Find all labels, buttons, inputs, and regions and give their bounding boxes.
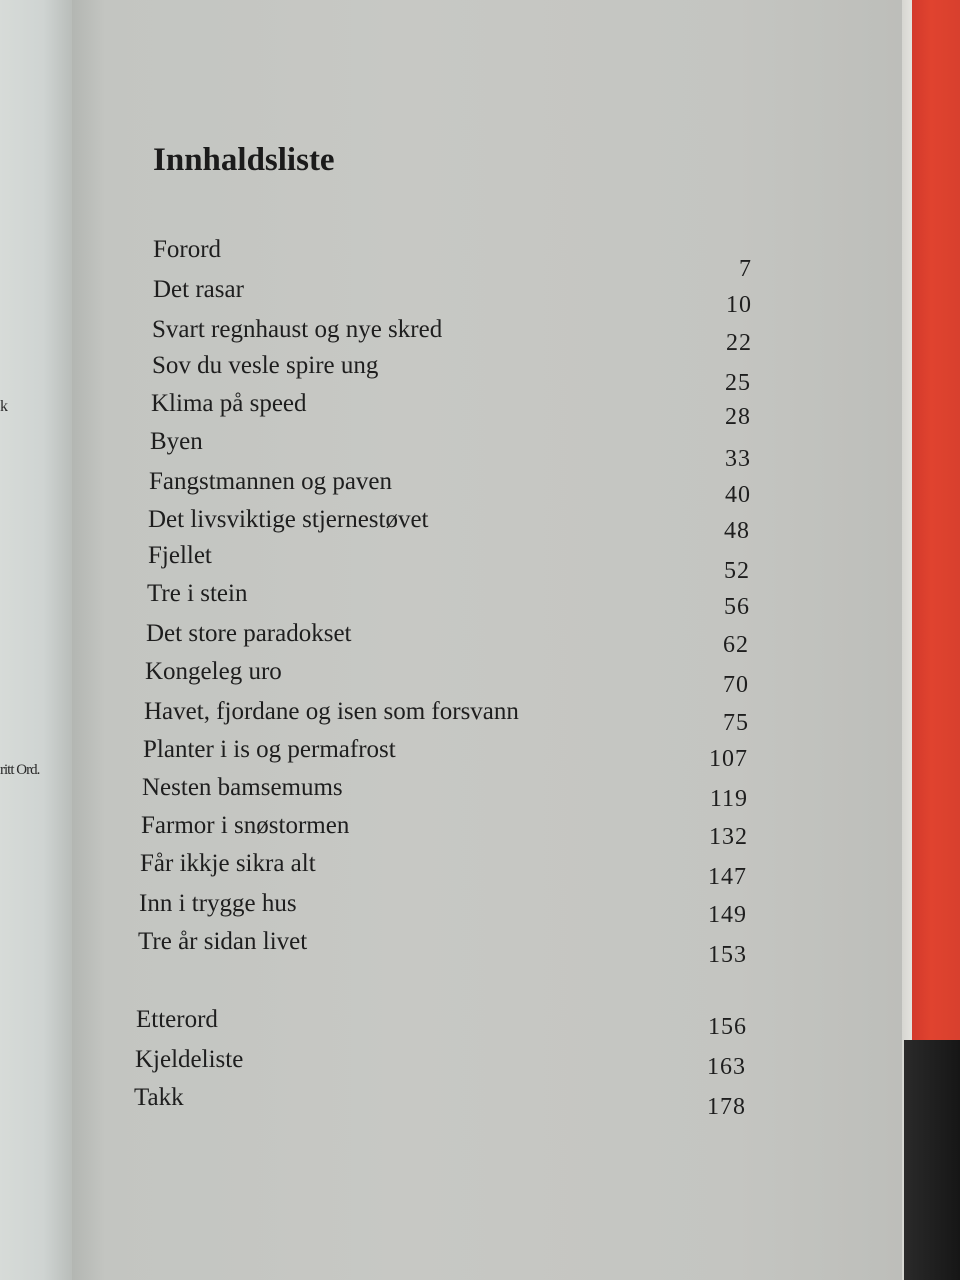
toc-entry-page: 48 bbox=[724, 518, 750, 544]
toc-entry-page: 28 bbox=[725, 404, 751, 430]
toc-entry-title: Byen bbox=[150, 428, 203, 455]
left-page bbox=[0, 0, 72, 1280]
toc-entry-title: Etterord bbox=[136, 1006, 218, 1033]
toc-entry-title: Tre i stein bbox=[147, 580, 248, 607]
toc-entry-title: Havet, fjordane og isen som forsvann bbox=[144, 698, 519, 725]
toc-entry-title: Får ikkje sikra alt bbox=[140, 850, 316, 877]
left-page-snippet: k bbox=[0, 398, 7, 415]
toc-entry-title: Planter i is og permafrost bbox=[143, 736, 396, 763]
toc-entry-page: 163 bbox=[707, 1054, 746, 1080]
toc-entry-page: 33 bbox=[725, 446, 751, 472]
toc-entry-title: Det livsviktige stjernestøvet bbox=[148, 506, 429, 533]
toc-entry-page: 149 bbox=[708, 902, 747, 928]
toc-entry-page: 75 bbox=[723, 710, 749, 736]
toc-title: Innhaldsliste bbox=[153, 142, 335, 178]
toc-entry-page: 25 bbox=[725, 370, 751, 396]
toc-entry-title: Nesten bamsemums bbox=[142, 774, 343, 801]
toc-entry-title: Sov du vesle spire ung bbox=[152, 352, 379, 379]
toc-entry-page: 62 bbox=[723, 632, 749, 658]
book-cover-red-edge bbox=[912, 0, 960, 1040]
toc-entry-title: Svart regnhaust og nye skred bbox=[152, 316, 443, 343]
toc-entry-title: Fangstmannen og paven bbox=[149, 468, 393, 495]
toc-entry-title: Tre år sidan livet bbox=[138, 928, 308, 955]
toc-entry-page: 119 bbox=[709, 786, 748, 812]
toc-entry-title: Det store paradokset bbox=[146, 620, 352, 647]
toc-entry-page: 10 bbox=[726, 292, 752, 318]
toc-entry-page: 70 bbox=[723, 672, 749, 698]
toc-entry-title: Farmor i snøstormen bbox=[141, 812, 350, 839]
toc-entry-page: 107 bbox=[709, 746, 748, 772]
toc-entry-title: Det rasar bbox=[153, 276, 244, 303]
toc-entry-page: 52 bbox=[724, 558, 750, 584]
left-page-snippet: ritt Ord. bbox=[0, 762, 40, 778]
toc-entry-page: 132 bbox=[709, 824, 748, 850]
book-cover-black-edge bbox=[904, 1040, 960, 1280]
toc-entry-page: 178 bbox=[707, 1094, 746, 1120]
toc-entry-page: 147 bbox=[708, 864, 747, 890]
toc-entry-page: 7 bbox=[739, 256, 752, 282]
toc-entry-page: 156 bbox=[708, 1014, 747, 1040]
toc-entry-title: Kjeldeliste bbox=[135, 1046, 244, 1073]
toc-entry-title: Fjellet bbox=[148, 542, 212, 569]
toc-entry-page: 153 bbox=[708, 942, 747, 968]
toc-entry-page: 22 bbox=[726, 330, 752, 356]
toc-entry-title: Takk bbox=[134, 1084, 184, 1111]
toc-entry-page: 40 bbox=[725, 482, 751, 508]
toc-entry-title: Kongeleg uro bbox=[145, 658, 282, 685]
toc-entry-page: 56 bbox=[724, 594, 750, 620]
toc-entry-title: Inn i trygge hus bbox=[139, 890, 297, 917]
toc-entry-title: Forord bbox=[153, 236, 222, 263]
toc-entry-title: Klima på speed bbox=[151, 390, 307, 417]
